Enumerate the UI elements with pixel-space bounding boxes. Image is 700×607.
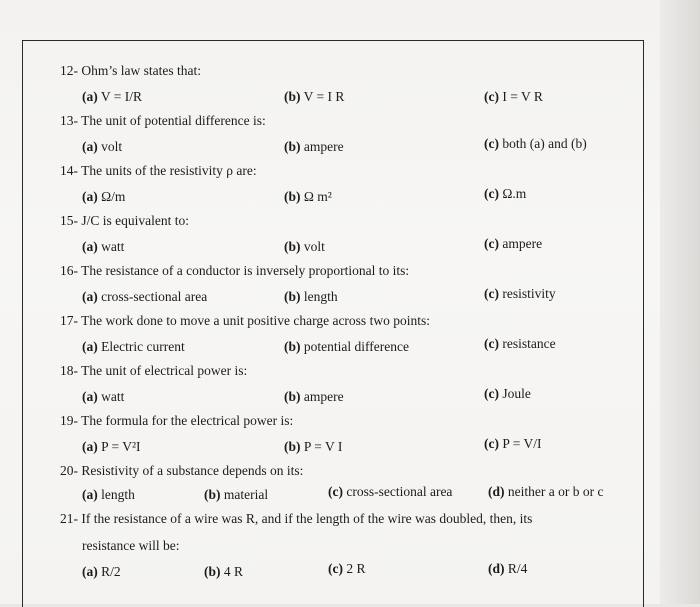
q19-option-b: (b) P = V I — [284, 439, 343, 454]
q18-option-c: (c) Joule — [484, 386, 531, 401]
q14-option-c: (c) Ω.m — [484, 186, 527, 201]
question-19: 19- The formula for the electrical power is: — [60, 413, 294, 428]
q21-option-b: (b) 4 R — [204, 564, 244, 579]
question-21-continued: resistance will be: — [82, 538, 180, 553]
question-15: 15- J/C is equivalent to: — [60, 213, 189, 228]
q18-option-a: (a) watt — [82, 389, 125, 404]
q12-option-b: (b) V = I R — [284, 89, 345, 104]
q15-option-c: (c) ampere — [484, 236, 543, 251]
q21-option-a: (a) R/2 — [82, 564, 121, 579]
q17-option-c: (c) resistance — [484, 336, 556, 351]
q16-option-c: (c) resistivity — [484, 286, 556, 301]
question-21: 21- If the resistance of a wire was R, and if the length of the wire was doubled, then, its — [60, 511, 533, 526]
q20-option-b: (b) material — [204, 487, 269, 502]
q20-option-d: (d) neither a or b or c — [488, 484, 604, 499]
page-shadow — [660, 0, 700, 604]
question-12: 12- Ohm’s law states that: — [60, 63, 201, 78]
q16-option-a: (a) cross-sectional area — [82, 289, 208, 304]
q13-option-b: (b) ampere — [284, 139, 344, 154]
question-17: 17- The work done to move a unit positive charge across two points: — [60, 313, 430, 328]
q14-option-a: (a) Ω/m — [82, 189, 126, 204]
q20-option-c: (c) cross-sectional area — [328, 484, 453, 499]
q15-option-a: (a) watt — [82, 239, 125, 254]
question-20: 20- Resistivity of a substance depends on its: — [60, 463, 304, 478]
q18-option-b: (b) ampere — [284, 389, 344, 404]
q21-option-c: (c) 2 R — [328, 561, 366, 576]
q12-option-c: (c) I = V R — [484, 89, 543, 104]
q17-option-b: (b) potential difference — [284, 339, 409, 354]
q19-option-c: (c) P = V/I — [484, 436, 542, 451]
q21-option-d: (d) R/4 — [488, 561, 528, 576]
q19-option-a: (a) P = V²I — [82, 439, 141, 454]
q14-option-b: (b) Ω m² — [284, 189, 332, 204]
q13-option-c: (c) both (a) and (b) — [484, 136, 587, 151]
q12-option-a: (a) V = I/R — [82, 89, 143, 104]
q13-option-a: (a) volt — [82, 139, 123, 154]
question-14: 14- The units of the resistivity ρ are: — [60, 163, 257, 178]
q16-option-b: (b) length — [284, 289, 338, 304]
question-13: 13- The unit of potential difference is: — [60, 113, 266, 128]
q15-option-b: (b) volt — [284, 239, 325, 254]
question-16: 16- The resistance of a conductor is inversely proportional to its: — [60, 263, 410, 278]
q17-option-a: (a) Electric current — [82, 339, 185, 354]
q20-option-a: (a) length — [82, 487, 135, 502]
question-18: 18- The unit of electrical power is: — [60, 363, 248, 378]
